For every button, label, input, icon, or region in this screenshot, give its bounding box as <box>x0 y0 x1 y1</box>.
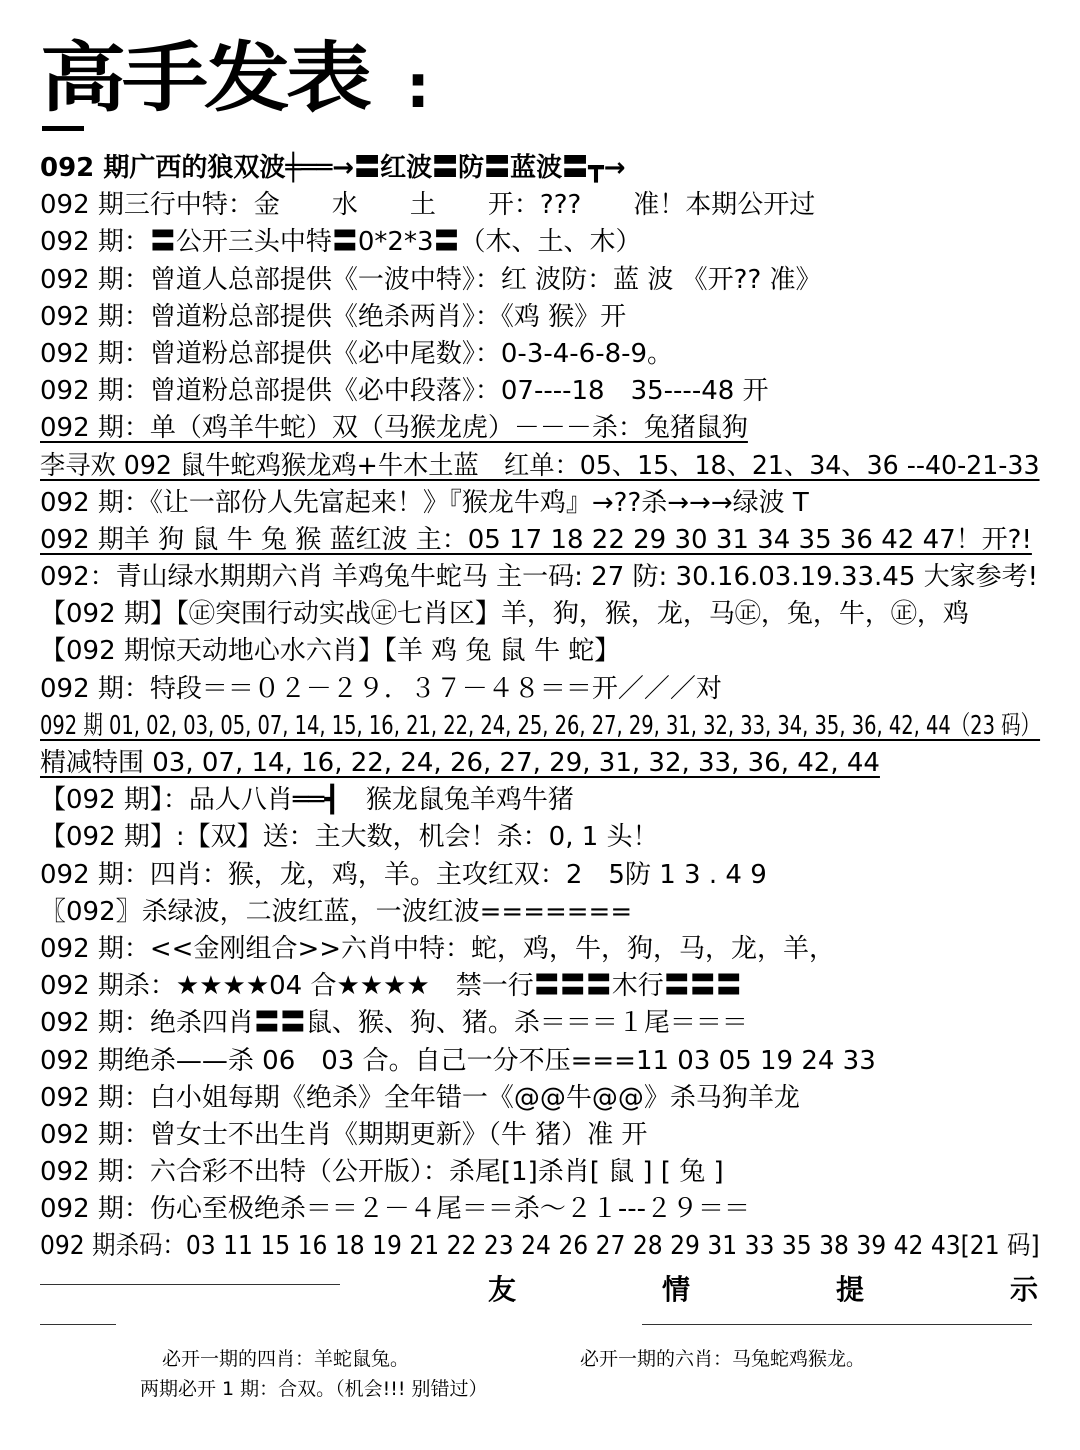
list-item: 092 期 01, 02, 03, 05, 07, 14, 15, 16, 21, 22, 24, 25, 26, 27, 29, 31, 32, 33, 34, 35, 36, 42, 44（23 码） <box>40 710 1041 741</box>
prediction-list <box>40 150 1050 1266</box>
list-item: 092 期：〓公开三头中特〓0*2*3〓（木、土、木） <box>40 227 642 258</box>
list-item: 092 期：单（鸡羊牛蛇）双（马猴龙虎）－－－杀：兔猪鼠狗 <box>40 413 748 444</box>
list-item: 092 期：曾女士不出生肖《期期更新》（牛 猪）准 开 <box>40 1119 648 1150</box>
divider <box>642 1324 1032 1325</box>
list-item: 092 期：曾道粉总部提供《绝杀两肖》：《鸡 猴》开 <box>40 301 627 332</box>
page-title: 高手发表 <box>40 33 368 123</box>
list-item: 精减特围 03, 07, 14, 16, 22, 24, 26, 27, 29, 31, 32, 33, 36, 42, 44 <box>40 748 880 778</box>
list-item: 092 期：曾道粉总部提供《必中尾数》：0-3-4-6-8-9。 <box>40 338 674 369</box>
separator-row <box>40 1318 1040 1332</box>
title-block <box>40 30 430 140</box>
list-item: 092 期广西的狼双波╪══→〓红波〓防〓蓝波〓┳→ <box>40 153 626 183</box>
hint-char: 情 <box>662 1273 691 1306</box>
list-item: 092 期：四肖：猴，龙，鸡，羊。主攻红双：2 5防 1 3 . 4 9 <box>40 859 767 890</box>
list-item: 092 期羊 狗 鼠 牛 兔 猴 蓝红波 主：05 17 18 22 29 30 31 34 35 36 42 47！开?! <box>40 524 1032 555</box>
divider <box>40 1284 340 1285</box>
list-item: 092 期：白小姐每期《绝杀》全年错一《@@牛@@》杀马狗羊龙 <box>40 1082 800 1113</box>
footer-four-zodiac: 必开一期的四肖：羊蛇鼠兔。 <box>162 1348 410 1370</box>
list-item: 092 期三行中特：金 水 土 开：??? 准！本期公开过 <box>40 190 816 221</box>
list-item: 092 期杀：★★★★04 合★★★★ 禁一行〓〓〓木行〓〓〓 <box>40 971 742 1002</box>
list-item: 092 期绝杀——杀 06 03 合。自己一分不压===11 03 05 19 24 33 <box>40 1045 876 1076</box>
list-item: 092 期：伤心至极绝杀＝＝２－４尾＝＝杀～２１---２９＝＝ <box>40 1194 751 1225</box>
list-item: 092 期：六合彩不出特（公开版）：杀尾[1]杀肖[ 鼠 ] [ 兔 ] <box>40 1157 724 1188</box>
list-item: 李寻欢 092 鼠牛蛇鸡猴龙鸡+牛木土蓝 红单：05、15、18、21、34、36 --40-21-33 <box>40 450 1040 481</box>
list-item: 092 期：特段＝＝０２－２９．３７－４８＝＝开／／／对 <box>40 673 722 704</box>
footer-two-periods: 两期必开 1 期：合双。（机会!!! 别错过） <box>140 1378 488 1400</box>
list-item: 092 期：绝杀四肖〓〓鼠、猴、狗、猪。杀＝＝＝１尾＝＝＝ <box>40 1008 748 1039</box>
list-item: 092 期：曾道人总部提供《一波中特》：红 波防：蓝 波 《开?? 准》 <box>40 264 822 295</box>
hint-char: 提 <box>836 1273 865 1306</box>
divider <box>40 1324 116 1325</box>
list-item: 〖092〗杀绿波，二波红蓝，一波红波======= <box>40 896 633 927</box>
list-item: 092 期：《让一部份人先富起来！》『猴龙牛鸡』→??杀→→→绿波 T <box>40 487 809 518</box>
list-item: 092 期：曾道粉总部提供《必中段落》：07----18 35----48 开 <box>40 376 769 407</box>
list-item: 092 期杀码：03 11 15 16 18 19 21 22 23 24 26 27 28 29 31 33 35 38 39 42 43[21 码] <box>40 1231 1040 1262</box>
list-item: 092：青山绿水期期六肖 羊鸡兔牛蛇马 主一码: 27 防: 30.16.03.19.33.45 大家参考! <box>40 562 1039 593</box>
list-item: 【092 期惊天动地心水六肖】【羊 鸡 兔 鼠 牛 蛇】 <box>40 636 621 667</box>
footer-six-zodiac: 必开一期的六肖：马兔蛇鸡猴龙。 <box>580 1348 866 1370</box>
hint-char: 示 <box>1010 1273 1039 1306</box>
list-item: 【092 期】：品人八肖══┫ 猴龙鼠兔羊鸡牛猪 <box>40 785 574 816</box>
title-underline <box>42 126 84 131</box>
title-colon: : <box>406 52 430 122</box>
hint-char: 友 <box>488 1273 517 1306</box>
list-item: 092 期：<<金刚组合>>六肖中特：蛇，鸡，牛，狗，马，龙，羊， <box>40 933 836 964</box>
list-item: 【092 期】:【双】送：主大数，机会！杀：0, 1 头！ <box>40 822 659 853</box>
friendly-hint-banner <box>40 1268 1040 1308</box>
list-item: 【092 期】【㊣突围行动实战㊣七肖区】羊，狗，猴，龙，马㊣，兔，牛，㊣，鸡 <box>40 599 969 630</box>
